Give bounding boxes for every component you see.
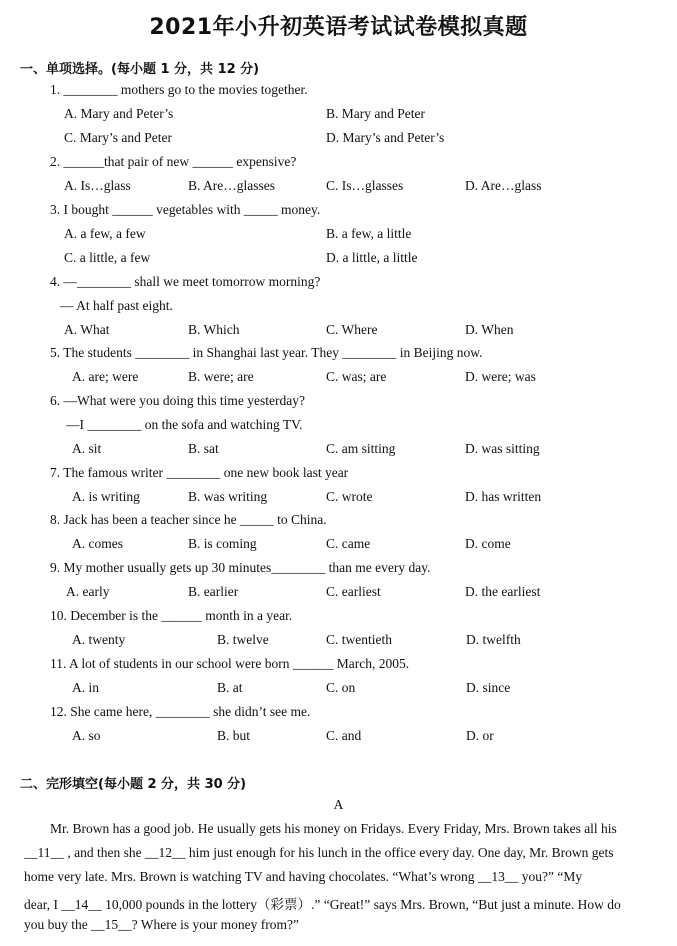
question-12: 12. She came here, ________ she didn’t see me. (50, 704, 311, 719)
q5-option-c: C. was; are (326, 369, 387, 384)
q7-option-a: A. is writing (72, 489, 140, 504)
question-5: 5. The students ________ in Shanghai last year. They ________ in Beijing now. (50, 345, 483, 360)
passage-label: A (333, 797, 344, 812)
q4-option-d: D. When (465, 322, 514, 337)
q9-option-b: B. earlier (188, 584, 239, 599)
passage-line-4: dear, I __14__ 10,000 pounds in the lottery（彩票）.” “Great!” says Mrs. Brown, “But just a minute. How do (24, 897, 621, 912)
q7-option-b: B. was writing (188, 489, 268, 504)
q9-option-d: D. the earliest (465, 584, 541, 599)
q7-option-d: D. has written (465, 489, 542, 504)
q6-option-d: D. was sitting (465, 441, 540, 456)
q6-option-c: C. am sitting (326, 441, 396, 456)
q2-option-b: B. Are…glasses (188, 178, 275, 193)
q10-option-a: A. twenty (72, 632, 126, 647)
q6-option-b: B. sat (188, 441, 219, 456)
passage-line-3: home very late. Mrs. Brown is watching TV and having chocolates. “What’s wrong __13__ you?” “My (24, 869, 583, 884)
question-4-reply: — At half past eight. (60, 298, 173, 313)
passage-line-2: __11__ , and then she __12__ him just enough for his lunch in the office every day. One day, Mr. Brown gets (24, 845, 614, 860)
q1-option-a: A. Mary and Peter’s (64, 106, 174, 121)
q8-option-b: B. is coming (188, 536, 257, 551)
q1-option-c: C. Mary’s and Peter (64, 130, 172, 145)
question-1: 1. ________ mothers go to the movies together. (50, 82, 308, 97)
q11-option-b: B. at (217, 680, 243, 695)
q9-option-c: C. earliest (326, 584, 381, 599)
q8-option-d: D. come (465, 536, 511, 551)
q2-option-c: C. Is…glasses (326, 178, 404, 193)
page-title: 2021年小升初英语考试试卷模拟真题 (149, 15, 528, 40)
q10-option-b: B. twelve (217, 632, 269, 647)
q1-option-d: D. Mary’s and Peter’s (326, 130, 445, 145)
passage-line-1: Mr. Brown has a good job. He usually gets his money on Fridays. Every Friday, Mrs. Brown takes all his (50, 821, 617, 836)
q3-option-a: A. a few, a few (64, 226, 146, 241)
q5-option-b: B. were; are (188, 369, 254, 384)
q3-option-b: B. a few, a little (326, 226, 412, 241)
q3-option-d: D. a little, a little (326, 250, 418, 265)
question-10: 10. December is the ______ month in a year. (50, 608, 293, 623)
q9-option-a: A. early (66, 584, 110, 599)
q8-option-c: C. came (326, 536, 371, 551)
q5-option-a: A. are; were (72, 369, 139, 384)
q4-option-c: C. Where (326, 322, 378, 337)
section-heading-cloze: 二、完形填空(每小题 2 分，共 30 分) (20, 777, 247, 792)
q11-option-c: C. on (326, 680, 356, 695)
q4-option-a: A. What (64, 322, 110, 337)
q12-option-d: D. or (466, 728, 494, 743)
question-2: 2. ______that pair of new ______ expensive? (50, 154, 297, 169)
question-7: 7. The famous writer ________ one new book last year (50, 465, 349, 480)
q2-option-a: A. Is…glass (64, 178, 131, 193)
q12-option-b: B. but (217, 728, 251, 743)
section-heading-single-choice: 一、单项选择。(每小题 1 分，共 12 分) (20, 62, 260, 77)
q6-option-a: A. sit (72, 441, 102, 456)
q1-option-b: B. Mary and Peter (326, 106, 425, 121)
q11-option-d: D. since (466, 680, 511, 695)
q10-option-c: C. twentieth (326, 632, 392, 647)
q3-option-c: C. a little, a few (64, 250, 151, 265)
question-6-reply: —I ________ on the sofa and watching TV. (66, 417, 303, 432)
q4-option-b: B. Which (188, 322, 240, 337)
q7-option-c: C. wrote (326, 489, 373, 504)
question-9: 9. My mother usually gets up 30 minutes________ than me every day. (50, 560, 431, 575)
question-4: 4. —________ shall we meet tomorrow morning? (50, 274, 321, 289)
q5-option-d: D. were; was (465, 369, 536, 384)
q8-option-a: A. comes (72, 536, 123, 551)
question-3: 3. I bought ______ vegetables with _____ money. (50, 202, 321, 217)
question-6: 6. —What were you doing this time yesterday? (50, 393, 305, 408)
question-8: 8. Jack has been a teacher since he _____ to China. (50, 512, 327, 527)
question-11: 11. A lot of students in our school were born ______ March, 2005. (50, 656, 410, 671)
q12-option-c: C. and (326, 728, 362, 743)
q11-option-a: A. in (72, 680, 99, 695)
q2-option-d: D. Are…glass (465, 178, 542, 193)
passage-line-5: you buy the __15__? Where is your money from?” (24, 917, 299, 932)
q12-option-a: A. so (72, 728, 101, 743)
q10-option-d: D. twelfth (466, 632, 521, 647)
